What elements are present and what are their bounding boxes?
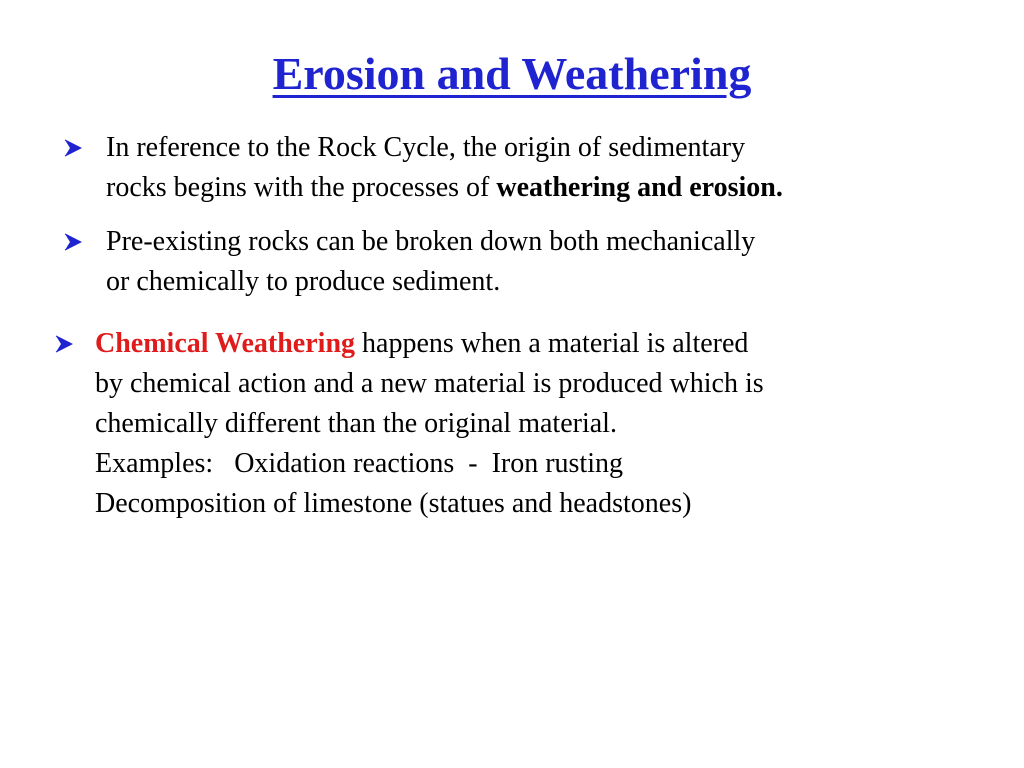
bullet-line-plain: rocks begins with the processes of (106, 172, 497, 203)
slide-title: Erosion and Weathering (272, 48, 752, 99)
bullet-line (106, 168, 956, 208)
bullet-emphasis: weathering and erosion. (496, 172, 783, 203)
bullet-line-rest: happens when a material is altered (355, 328, 749, 359)
bullet-text (95, 324, 955, 524)
bullet-line: chemically different than the original material. (95, 408, 617, 439)
bullet-line: Pre-existing rocks can be broken down both mechanically (106, 226, 756, 257)
arrow-bullet-icon (64, 139, 82, 157)
bullet-line: or chemically to produce sediment. (106, 266, 501, 297)
bullet-line: In reference to the Rock Cycle, the origin of sedimentary (106, 132, 746, 163)
bullet-line (95, 324, 955, 364)
bullet-line: by chemical action and a new material is produced which is (95, 368, 764, 399)
highlighted-term: Chemical Weathering (95, 328, 356, 359)
examples-line: Examples: Oxidation reactions - Iron rusting (95, 448, 623, 479)
arrow-bullet-icon (64, 233, 82, 251)
arrow-bullet-icon (55, 335, 73, 353)
bullet-text (106, 222, 956, 302)
examples-line: Decomposition of limestone (statues and headstones) (95, 488, 692, 519)
bullet-text (106, 128, 956, 208)
